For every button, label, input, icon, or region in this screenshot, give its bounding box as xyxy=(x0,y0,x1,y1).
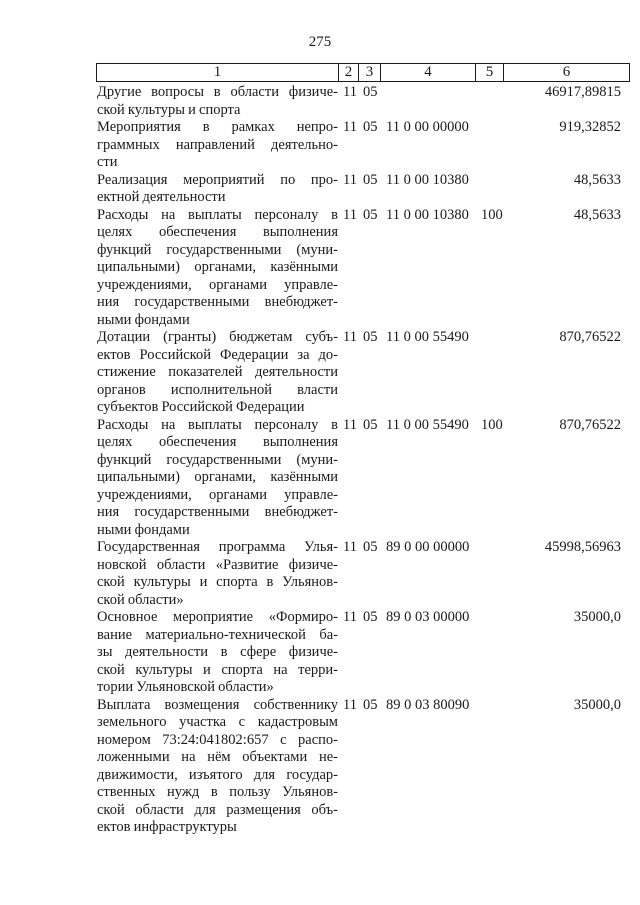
description-line: ектов Российской Федерации за до- xyxy=(97,346,338,363)
target-article-code: 11 0 00 55490 xyxy=(386,416,469,433)
amount: 35000,0 xyxy=(573,609,621,625)
section-code: 11 xyxy=(343,84,357,100)
page-number: 275 xyxy=(308,34,332,50)
description-line: стижение показателей деятельности xyxy=(97,364,338,380)
header-col-1: 1 xyxy=(97,64,339,81)
description-line: ектов инфраструктуры xyxy=(97,819,237,835)
row-description xyxy=(97,172,338,207)
row-description xyxy=(97,329,338,417)
description-line: субъектов Российской Федерации xyxy=(97,399,305,415)
table-row xyxy=(97,119,630,172)
description-line: органов исполнительной власти xyxy=(97,381,338,398)
description-line: Выплата возмещения собственнику xyxy=(97,696,338,713)
description-line: ложенными на нём объектами не- xyxy=(97,749,338,765)
description-line: ской области» xyxy=(97,591,184,608)
section-code: 11 xyxy=(343,206,357,223)
description-line: Мероприятия в рамках непро- xyxy=(97,119,338,135)
amount: 870,76522 xyxy=(559,329,621,345)
description-line: Дотации (гранты) бюджетам субъ- xyxy=(97,329,338,345)
target-article-code: 89 0 03 80090 xyxy=(386,696,470,713)
description-line: зы деятельности в сфере физиче- xyxy=(97,644,338,660)
description-line: ской культуры и спорта xyxy=(97,101,241,118)
description-line: движимости, изъятого для государ- xyxy=(97,766,338,783)
row-description xyxy=(97,417,338,540)
amount: 919,32852 xyxy=(559,119,621,135)
description-line: ственных нужд в пользу Ульянов- xyxy=(97,784,338,800)
expense-type-code: 100 xyxy=(481,206,503,223)
description-line: Основное мероприятие «Формиро- xyxy=(97,609,338,625)
table-row xyxy=(97,84,630,119)
description-line: ектной деятельности xyxy=(97,189,226,205)
description-line: вание материально-технической ба- xyxy=(97,626,338,643)
description-line: учреждениями, органами управле- xyxy=(97,276,338,293)
target-article-code: 89 0 00 00000 xyxy=(386,539,470,555)
description-line: ской области для размещения объ- xyxy=(97,801,338,818)
subsection-code: 05 xyxy=(363,329,378,345)
description-line: Государственная программа Улья- xyxy=(97,539,338,555)
description-line: новской области «Развитие физиче- xyxy=(97,556,338,573)
target-article-code: 11 0 00 10380 xyxy=(386,171,469,188)
description-line: функций государственными (муни- xyxy=(97,451,338,468)
row-description xyxy=(97,697,338,837)
section-code: 11 xyxy=(343,329,357,345)
table-row xyxy=(97,207,630,330)
section-code: 11 xyxy=(343,171,357,188)
header-col-6: 6 xyxy=(562,64,571,80)
subsection-code: 05 xyxy=(363,119,378,135)
target-article-code: 89 0 03 00000 xyxy=(386,609,470,625)
description-line: целях обеспечения выполнения xyxy=(97,434,338,450)
amount: 45998,56963 xyxy=(544,539,621,555)
subsection-code: 05 xyxy=(363,609,378,625)
subsection-code: 05 xyxy=(363,696,378,713)
description-line: граммных направлений деятельно- xyxy=(97,136,338,153)
target-article-code: 11 0 00 10380 xyxy=(386,206,469,223)
row-description xyxy=(97,609,338,697)
header-col-2: 2 xyxy=(339,64,359,81)
subsection-code: 05 xyxy=(363,206,378,223)
description-line: ными фондами xyxy=(97,521,190,538)
section-code: 11 xyxy=(343,119,357,135)
table-row xyxy=(97,539,630,609)
description-line: ния государственными внебюджет- xyxy=(97,504,338,520)
amount: 48,5633 xyxy=(573,171,621,188)
row-description xyxy=(97,84,338,119)
target-article-code: 11 0 00 55490 xyxy=(386,329,469,345)
amount: 46917,89815 xyxy=(544,84,621,100)
subsection-code: 05 xyxy=(363,539,378,555)
section-code: 11 xyxy=(343,609,357,625)
table-body xyxy=(97,84,630,837)
section-code: 11 xyxy=(343,539,357,555)
table-header xyxy=(96,63,630,82)
description-line: земельного участка с кадастровым xyxy=(97,714,338,730)
section-code: 11 xyxy=(343,416,357,433)
description-line: Расходы на выплаты персоналу в xyxy=(97,206,338,223)
subsection-code: 05 xyxy=(363,416,378,433)
table-row xyxy=(97,172,630,207)
description-line: ципальными) органами, казёнными xyxy=(97,259,338,275)
table-row xyxy=(97,697,630,837)
amount: 870,76522 xyxy=(559,416,621,433)
amount: 35000,0 xyxy=(573,696,621,713)
description-line: ными фондами xyxy=(97,311,190,328)
description-line: ской культуры и спорта в Ульянов- xyxy=(97,574,338,590)
subsection-code: 05 xyxy=(363,84,378,100)
header-col-5: 5 xyxy=(476,64,504,81)
section-code: 11 xyxy=(343,696,357,713)
table-row xyxy=(97,417,630,540)
description-line: Реализация мероприятий по про- xyxy=(97,171,338,188)
amount: 48,5633 xyxy=(573,206,621,223)
table-row xyxy=(97,329,630,417)
description-line: Другие вопросы в области физиче- xyxy=(97,84,338,100)
description-line: Расходы на выплаты персоналу в xyxy=(97,416,338,433)
description-line: ской культуры и спорта на терри- xyxy=(97,661,338,678)
description-line: номером 73:24:041802:657 с распо- xyxy=(97,731,338,748)
description-line: целях обеспечения выполнения xyxy=(97,224,338,240)
row-description xyxy=(97,539,338,609)
expense-type-code: 100 xyxy=(481,416,503,433)
description-line: тории Ульяновской области» xyxy=(97,679,274,695)
description-line: ципальными) органами, казёнными xyxy=(97,469,338,485)
description-line: учреждениями, органами управле- xyxy=(97,486,338,503)
description-line: сти xyxy=(97,154,118,170)
description-line: функций государственными (муни- xyxy=(97,241,338,258)
header-col-4: 4 xyxy=(381,64,476,81)
row-description xyxy=(97,119,338,172)
description-line: ния государственными внебюджет- xyxy=(97,294,338,310)
target-article-code: 11 0 00 00000 xyxy=(386,119,469,135)
row-description xyxy=(97,207,338,330)
header-col-3: 3 xyxy=(359,64,381,81)
table-row xyxy=(97,609,630,697)
subsection-code: 05 xyxy=(363,171,378,188)
